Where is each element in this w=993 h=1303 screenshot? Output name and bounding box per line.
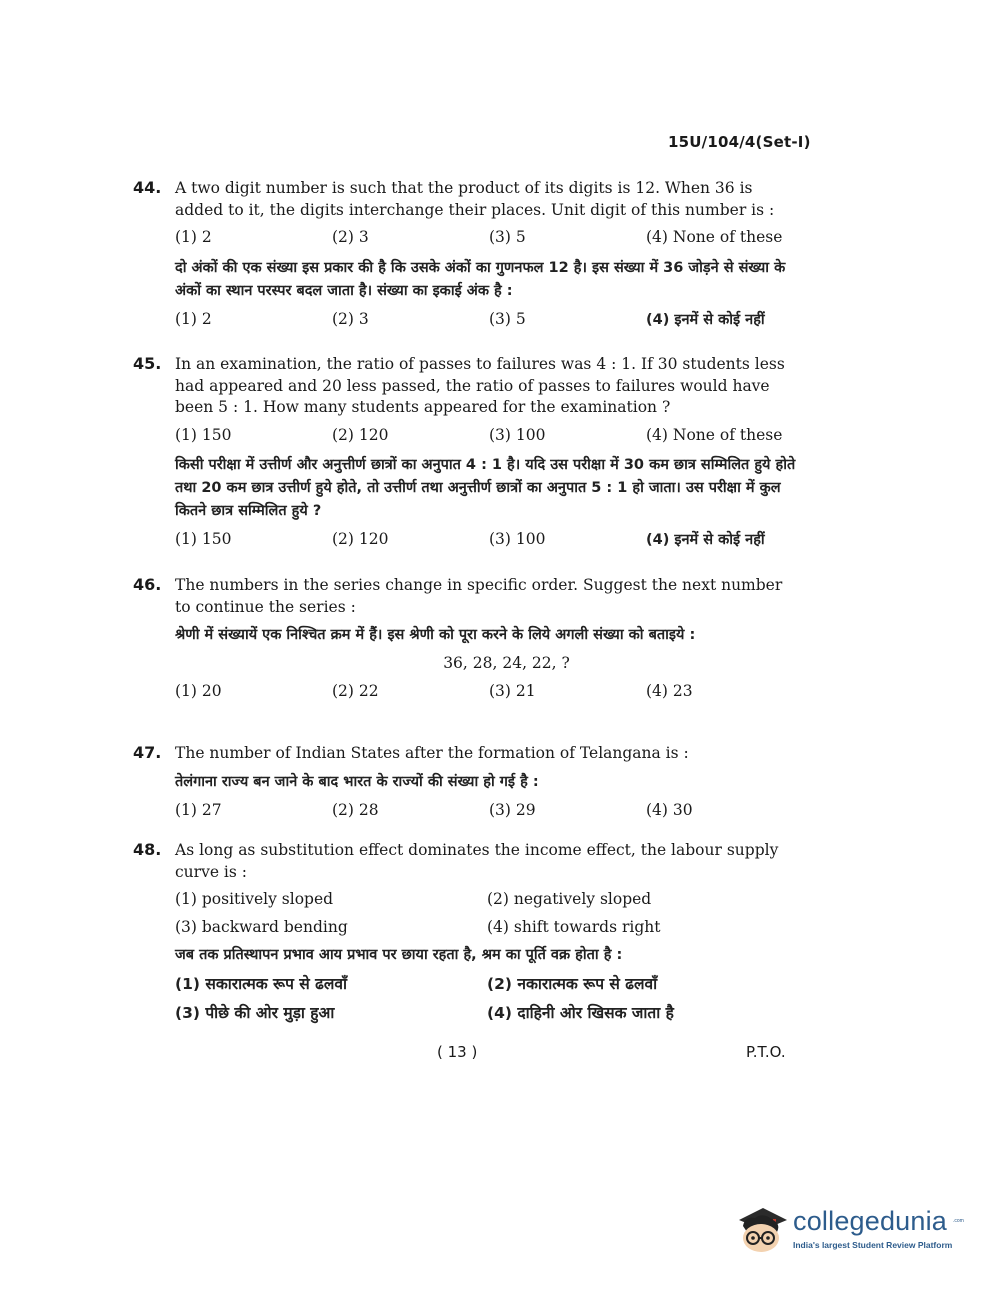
question-text-hindi: दो अंकों की एक संख्या इस प्रकार की है कि उसके अंकों का गुणनफल 12 है। इस संख्या में 36 जोड़ने से संख्या के अंकों का स्थान परस्पर बदल जाता है। संख्या का इकाई अंक है : — [175, 259, 786, 299]
question-text-hindi: तेलंगाना राज्य बन जाने के बाद भारत के राज्यों की संख्या हो गई है : — [175, 773, 539, 790]
number-series: 36, 28, 24, 22, ? — [443, 654, 570, 672]
options-hindi — [175, 529, 798, 552]
option-2: (2) 28 — [332, 800, 379, 819]
option-2: (2) 120 — [332, 425, 389, 444]
option-4: (4) shift towards right — [487, 917, 661, 936]
brand-suffix: .com — [953, 1218, 964, 1224]
options-hindi — [175, 309, 798, 332]
options-english — [175, 227, 798, 249]
option-2-hindi: (2) नकारात्मक रूप से ढलवाँ — [487, 975, 658, 993]
option-1-hindi: (1) सकारात्मक रूप से ढलवाँ — [175, 975, 348, 993]
option-4: (4) 23 — [646, 681, 693, 700]
option-1-hindi: (1) 150 — [175, 530, 232, 548]
options-english — [175, 889, 798, 938]
page-number: ( 13 ) — [437, 1043, 478, 1061]
option-1: (1) 20 — [175, 681, 222, 700]
question-45 — [133, 354, 798, 560]
option-4: (4) None of these — [646, 228, 783, 246]
question-number: 48. — [133, 840, 162, 859]
question-text-hindi: श्रेणी में संख्यायें एक निश्चित क्रम में हैं। इस श्रेणी को पूरा करने के लिये अगली संख्या को बताइये : — [175, 627, 696, 643]
options-hindi — [175, 973, 798, 1025]
brand-name: collegedunia — [793, 1206, 948, 1236]
question-47 — [133, 743, 798, 829]
question-text-hindi: जब तक प्रतिस्थापन प्रभाव आय प्रभाव पर छाया रहता है, श्रम का पूर्ति वक्र होता है : — [175, 947, 623, 963]
option-3: (3) backward bending — [175, 917, 348, 936]
paper-code: 15U/104/4(Set-I) — [668, 133, 811, 151]
option-3: (3) 21 — [489, 681, 536, 700]
mascot-logo-icon — [733, 1198, 791, 1256]
option-4-hindi: (4) इनमें से कोई नहीं — [646, 311, 765, 328]
option-3: (3) 29 — [489, 800, 536, 819]
question-text: A two digit number is such that the product of its digits is 12. When 36 is added to it, the digits interchange their places. Unit digit of this number is : — [175, 179, 775, 219]
option-4: (4) None of these — [646, 425, 783, 444]
option-2-hindi: (2) 3 — [332, 309, 369, 328]
option-2-hindi: (2) 120 — [332, 530, 389, 548]
option-3-hindi: (3) 5 — [489, 309, 526, 328]
pto-label: P.T.O. — [746, 1043, 786, 1061]
option-2: (2) 22 — [332, 681, 379, 700]
option-1: (1) 150 — [175, 425, 232, 444]
option-3-hindi: (3) पीछे की ओर मुड़ा हुआ — [175, 1004, 335, 1022]
question-text-hindi: किसी परीक्षा में उत्तीर्ण और अनुत्तीर्ण छात्रों का अनुपात 4 : 1 है। यदि उस परीक्षा में 30 कम छात्र सम्मिलित हुये होते तथा 20 कम छात्र उत्तीर्ण हुये होते, तो उत्तीर्ण तथा अनुत्तीर्ण छात्रों का अनुपात 5 : 1 हो जाता। उस परीक्षा में कुल कितने छात्र सम्मिलित हुये ? — [175, 457, 796, 519]
question-number: 44. — [133, 178, 162, 197]
option-1: (1) positively sloped — [175, 890, 334, 908]
option-4-hindi: (4) इनमें से कोई नहीं — [646, 532, 765, 548]
option-3: (3) 100 — [489, 425, 546, 444]
question-number: 46. — [133, 575, 162, 594]
option-2: (2) 3 — [332, 228, 369, 246]
question-text: The numbers in the series change in specific order. Suggest the next number to continue the series : — [175, 576, 783, 616]
question-text: As long as substitution effect dominates the income effect, the labour supply curve is : — [175, 841, 779, 881]
option-4-hindi: (4) दाहिनी ओर खिसक जाता है — [487, 1004, 674, 1022]
question-text: In an examination, the ratio of passes to failures was 4 : 1. If 30 students less had appeared and 20 less passed, the ratio of passes to failures would have been 5 : 1. How many students appeared for the examination ? — [175, 355, 785, 416]
options — [175, 800, 798, 822]
question-number: 45. — [133, 354, 162, 373]
option-1: (1) 27 — [175, 800, 222, 819]
options-english — [175, 425, 798, 447]
option-3: (3) 5 — [489, 228, 526, 246]
question-number: 47. — [133, 743, 162, 762]
option-2: (2) negatively sloped — [487, 890, 652, 908]
option-3-hindi: (3) 100 — [489, 530, 546, 548]
question-48 — [133, 840, 798, 1031]
option-4: (4) 30 — [646, 800, 693, 819]
brand-tagline: India's largest Student Review Platform — [793, 1240, 953, 1250]
option-1: (1) 2 — [175, 228, 212, 246]
question-46 — [133, 575, 798, 710]
options — [175, 681, 798, 703]
option-1-hindi: (1) 2 — [175, 309, 212, 328]
question-text: The number of Indian States after the formation of Telangana is : — [175, 744, 689, 762]
collegedunia-watermark — [733, 1196, 963, 1260]
question-44 — [133, 178, 798, 340]
